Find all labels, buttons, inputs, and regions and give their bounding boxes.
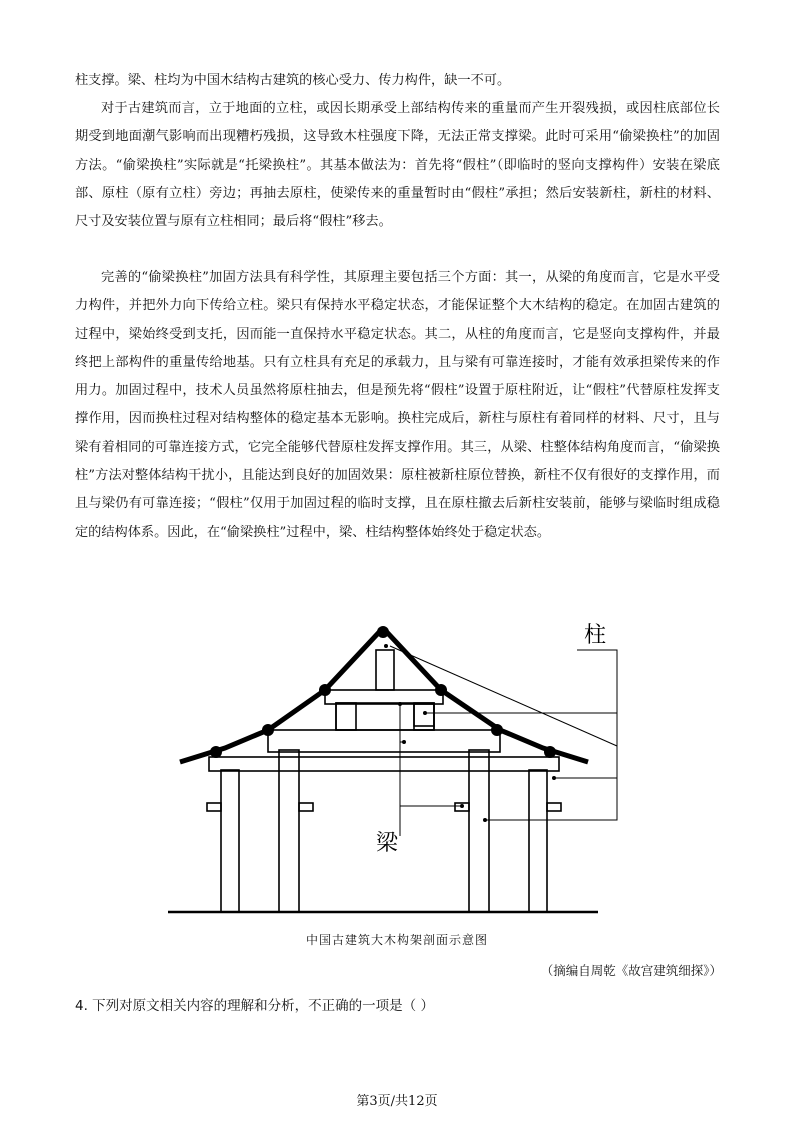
main-beam — [268, 730, 500, 752]
column-leader — [485, 650, 617, 820]
roof-right — [383, 628, 588, 762]
left-inner-column — [279, 750, 299, 912]
king-post — [376, 650, 394, 690]
paragraph-2: 对于古建筑而言，立于地面的立柱，或因长期承受上部结构传来的重量而产生开裂残损，或因柱底部位长期受到地面潮气影响而出现糟朽残损，这导致木柱强度下降，无法正常支撑梁。此时可采用“偷梁换柱”的加固方法。“偷梁换柱”实际就是“托梁换柱”。其基本做法为：首先将“假柱”（即临时的竖向支撑构件）安装在梁底部、原柱（原有立柱）旁边；再抽去原柱，使梁传来的重量暂时由“假柱”承担；然后安装新柱，新柱的材料、尺寸及安装位置与原有立柱相同；最后将“假柱”移去。 — [75, 101, 720, 230]
page-footer: 第3页/共12页 — [356, 1094, 438, 1109]
right-outer-column — [529, 770, 547, 912]
paragraph-3: 完善的“偷梁换柱”加固方法具有科学性，其原理主要包括三个方面：其一，从梁的角度而言，它是水平受力构件，并把外力向下传给立柱。梁只有保持水平稳定状态，才能保证整个大木结构的稳定。在加固古建筑的过程中，梁始终受到支托，因而能一直保持水平稳定状态。其二，从柱的角度而言，它是竖向支撑构件，并最终把上部构件的重量传给地基。只有立柱具有充足的承载力，且与梁有可靠连接时，才能有效承担梁传来的作用力。加固过程中，技术人员虽然将原柱抽去，但是预先将“假柱”设置于原柱附近，让“假柱”代替原柱发挥支撑作用，因而换柱过程对结构整体的稳定基本无影响。换柱完成后，新柱与原柱有着同样的材料、尺寸，且与梁有着相同的可靠连接方式，它完全能够代替原柱发挥支撑作用。其三，从梁、柱整体结构角度而言，“偷梁换柱”方法对整体结构干扰小，且能达到良好的加固效果：原柱被新柱原位替换，新柱不仅有很好的支撑作用，而且与梁仍有可靠连接；“假柱”仅用于加固过程的临时支撑，且在原柱撤去后新柱安装前，能够与梁临时组成稳定的结构体系。因此，在“偷梁换柱”过程中，梁、柱结构整体始终处于稳定状态。 — [75, 270, 720, 540]
upper-beam — [325, 690, 443, 704]
label-beam: 梁 — [376, 831, 399, 856]
question-4: 4. 下列对原文相关内容的理解和分析，不正确的一项是（ ） — [75, 998, 434, 1014]
label-column: 柱 — [584, 623, 607, 648]
figure-caption: 中国古建筑大木构架剖面示意图 — [305, 933, 488, 947]
right-inner-column — [469, 750, 489, 912]
roof-left — [180, 628, 383, 762]
lower-beam — [209, 757, 559, 771]
timber-frame-diagram — [160, 608, 640, 920]
source-citation: （摘编自周乾《故宫建筑细探》） — [540, 963, 722, 978]
left-outer-column — [221, 770, 239, 912]
paragraph-1: 柱支撑。梁、柱均为中国木结构古建筑的核心受力、传力构件，缺一不可。 — [75, 73, 511, 88]
